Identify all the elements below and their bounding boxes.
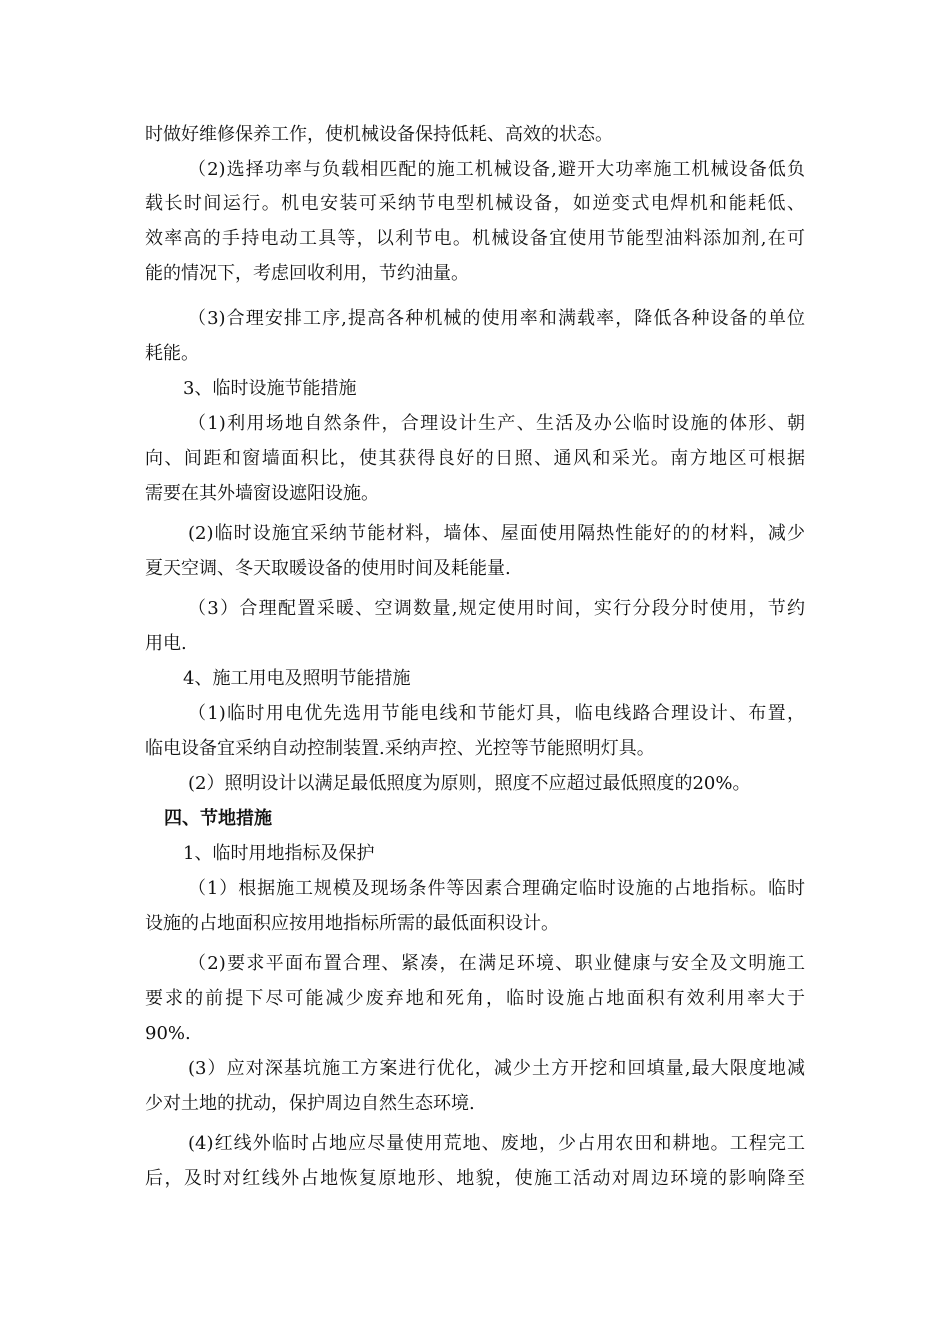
- body-line: 向、间距和窗墙面积比，使其获得良好的日照、通风和采光。南方地区可根据: [145, 448, 805, 469]
- body-line: （3）合理配置采暖、空调数量,规定使用时间，实行分段分时使用，节约: [188, 598, 805, 619]
- body-line: 用电.: [145, 633, 187, 654]
- body-line: 需要在其外墙窗设遮阳设施。: [145, 483, 379, 504]
- body-line: (2）照明设计以满足最低照度为原则，照度不应超过最低照度的20%。: [188, 773, 751, 794]
- body-line: （3)合理安排工序,提高各种机械的使用率和满载率，降低各种设备的单位: [188, 308, 805, 329]
- body-line: (2)临时设施宜采纳节能材料，墙体、屋面使用隔热性能好的的材料，减少: [188, 523, 805, 544]
- body-line: 时做好维修保养工作，使机械设备保持低耗、高效的状态。: [145, 124, 613, 145]
- body-line: 要求的前提下尽可能减少废弃地和死角，临时设施占地面积有效利用率大于: [145, 988, 805, 1009]
- body-line: （2)要求平面布置合理、紧凑，在满足环境、职业健康与安全及文明施工: [188, 953, 805, 974]
- body-line: 效率高的手持电动工具等，以利节电。机械设备宜使用节能型油料添加剂,在可: [145, 228, 805, 249]
- body-line: 设施的占地面积应按用地指标所需的最低面积设计。: [145, 913, 559, 934]
- body-line: 少对土地的扰动，保护周边自然生态环境.: [145, 1093, 475, 1114]
- body-line: （1)利用场地自然条件，合理设计生产、生活及办公临时设施的体形、朝: [188, 413, 805, 434]
- chapter-heading: 四、节地措施: [164, 808, 272, 829]
- body-line: (4)红线外临时占地应尽量使用荒地、废地，少占用农田和耕地。工程完工: [188, 1133, 805, 1154]
- body-line: 临电设备宜采纳自动控制装置.采纳声控、光控等节能照明灯具。: [145, 738, 655, 759]
- body-line: 耗能。: [145, 343, 199, 364]
- body-line: （2)选择功率与负载相匹配的施工机械设备,避开大功率施工机械设备低负: [188, 159, 805, 180]
- body-line: 能的情况下，考虑回收利用，节约油量。: [145, 263, 469, 284]
- body-line: (3）应对深基坑施工方案进行优化，减少土方开挖和回填量,最大限度地减: [188, 1058, 805, 1079]
- body-line: 90%.: [145, 1023, 191, 1044]
- body-line: 后，及时对红线外占地恢复原地形、地貌，使施工活动对周边环境的影响降至: [145, 1168, 805, 1189]
- body-line: 载长时间运行。机电安装可采纳节电型机械设备，如逆变式电焊机和能耗低、: [145, 193, 805, 214]
- body-line: （1）根据施工规模及现场条件等因素合理确定临时设施的占地指标。临时: [188, 878, 805, 899]
- body-line: （1)临时用电优先选用节能电线和节能灯具，临电线路合理设计、布置，: [188, 703, 805, 724]
- section-heading: 4、施工用电及照明节能措施: [183, 668, 411, 689]
- section-heading: 1、临时用地指标及保护: [183, 843, 375, 864]
- section-heading: 3、临时设施节能措施: [183, 378, 357, 399]
- body-line: 夏天空调、冬天取暖设备的使用时间及耗能量.: [145, 558, 511, 579]
